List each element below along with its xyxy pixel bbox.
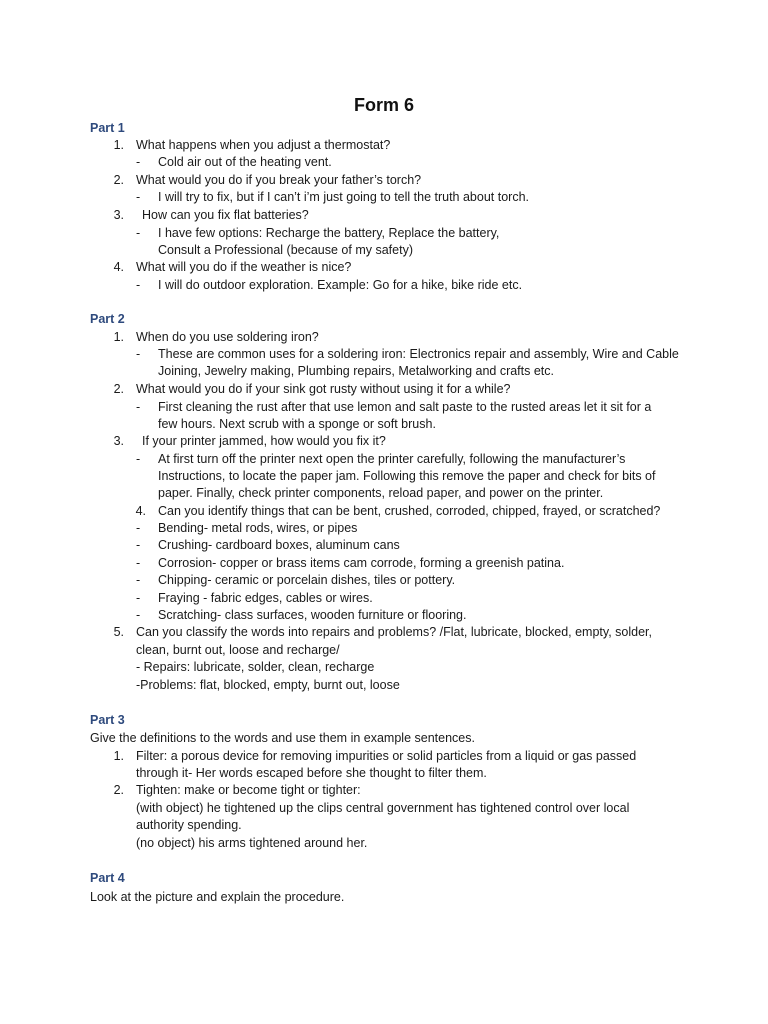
part2-answer-3-line1: At first turn off the printer next open the printer carefully, following the manufacturer’s — [158, 452, 626, 466]
bullet-dash: - — [136, 556, 141, 570]
list-item: Chipping- ceramic or porcelain dishes, tiles or pottery. — [158, 573, 456, 587]
part3-definition-2-line2: (with object) he tightened up the clips central government has tightened control over local — [136, 801, 630, 815]
part4-intro: Look at the picture and explain the procedure. — [90, 890, 345, 904]
bullet-dash: - — [136, 155, 141, 169]
list-number: 1. — [113, 138, 124, 152]
list-item: Bending- metal rods, wires, or pipes — [158, 521, 358, 535]
part2-problems: -Problems: flat, blocked, empty, burnt out, loose — [136, 678, 400, 692]
part2-answer-3-line2: Instructions, to locate the paper jam. Following this remove the paper and check for bits of — [158, 469, 656, 483]
part3-definition-1-line2: through it- Her words escaped before she thought to filter them. — [136, 766, 487, 780]
bullet-dash: - — [136, 400, 141, 414]
list-number: 2. — [113, 382, 124, 396]
part2-answer-3-line3: paper. Finally, check printer components, reload paper, and power on the printer. — [158, 486, 604, 500]
bullet-dash: - — [136, 538, 141, 552]
list-item: Crushing- cardboard boxes, aluminum cans — [158, 538, 400, 552]
part2-answer-1-line2: Joining, Jewelry making, Plumbing repairs, Metalworking and crafts etc. — [158, 364, 555, 378]
part2-question-3: If your printer jammed, how would you fix it? — [142, 434, 386, 448]
list-number: 2. — [113, 783, 124, 797]
bullet-dash: - — [136, 278, 141, 292]
list-number: 5. — [113, 625, 124, 639]
list-number: 4. — [113, 260, 124, 274]
list-number: 4. — [135, 504, 146, 518]
part3-definition-2-line3: authority spending. — [136, 818, 242, 832]
bullet-dash: - — [136, 347, 141, 361]
bullet-dash: - — [136, 521, 141, 535]
part3-intro: Give the definitions to the words and use them in example sentences. — [90, 731, 475, 745]
part2-question-5-line2: clean, burnt out, loose and recharge/ — [136, 643, 340, 657]
part2-question-5-line1: Can you classify the words into repairs and problems? /Flat, lubricate, blocked, empty, solder, — [136, 625, 652, 639]
part2-answer-1-line1: These are common uses for a soldering iron: Electronics repair and assembly, Wire and Cable — [158, 347, 679, 361]
part1-answer-1: Cold air out of the heating vent. — [158, 155, 332, 169]
list-item: Scratching- class surfaces, wooden furniture or flooring. — [158, 608, 467, 622]
part2-repairs: - Repairs: lubricate, solder, clean, recharge — [136, 660, 375, 674]
bullet-dash: - — [136, 608, 141, 622]
list-number: 3. — [113, 208, 124, 222]
list-number: 2. — [113, 173, 124, 187]
bullet-dash: - — [136, 573, 141, 587]
part2-question-4: Can you identify things that can be bent, crushed, corroded, chipped, frayed, or scratched? — [158, 504, 661, 518]
part1-answer-2: I will try to fix, but if I can’t i’m just going to tell the truth about torch. — [158, 190, 529, 204]
part1-question-2: What would you do if you break your father’s torch? — [136, 173, 422, 187]
bullet-dash: - — [136, 190, 141, 204]
part3-definition-2-line1: Tighten: make or become tight or tighter: — [136, 783, 361, 797]
bullet-dash: - — [136, 452, 141, 466]
part1-question-1: What happens when you adjust a thermostat? — [136, 138, 391, 152]
part2-answer-2-line1: First cleaning the rust after that use lemon and salt paste to the rusted areas let it sit for a — [158, 400, 652, 414]
part4-heading: Part 4 — [90, 871, 125, 885]
list-number: 3. — [113, 434, 124, 448]
part1-heading: Part 1 — [90, 121, 125, 135]
list-number: 1. — [113, 330, 124, 344]
part2-question-1: When do you use soldering iron? — [136, 330, 319, 344]
bullet-dash: - — [136, 591, 141, 605]
page-title: Form 6 — [353, 95, 414, 115]
part2-answer-2-line2: few hours. Next scrub with a sponge or soft brush. — [158, 417, 436, 431]
part1-answer-3-line1: I have few options: Recharge the battery, Replace the battery, — [158, 226, 500, 240]
part1-answer-4: I will do outdoor exploration. Example: Go for a hike, bike ride etc. — [158, 278, 523, 292]
part1-answer-3-line2: Consult a Professional (because of my safety) — [158, 243, 413, 257]
part2-heading: Part 2 — [90, 312, 125, 326]
part1-question-4: What will you do if the weather is nice? — [136, 260, 352, 274]
list-item: Corrosion- copper or brass items cam corrode, forming a greenish patina. — [158, 556, 565, 570]
part1-question-3: How can you fix flat batteries? — [142, 208, 309, 222]
bullet-dash: - — [136, 226, 141, 240]
part2-question-2: What would you do if your sink got rusty without using it for a while? — [136, 382, 511, 396]
list-number: 1. — [113, 749, 124, 763]
part3-definition-2-line4: (no object) his arms tightened around her. — [136, 836, 368, 850]
list-item: Fraying - fabric edges, cables or wires. — [158, 591, 373, 605]
part3-definition-1-line1: Filter: a porous device for removing impurities or solid particles from a liquid or gas passed — [136, 749, 637, 763]
part3-heading: Part 3 — [90, 713, 125, 727]
